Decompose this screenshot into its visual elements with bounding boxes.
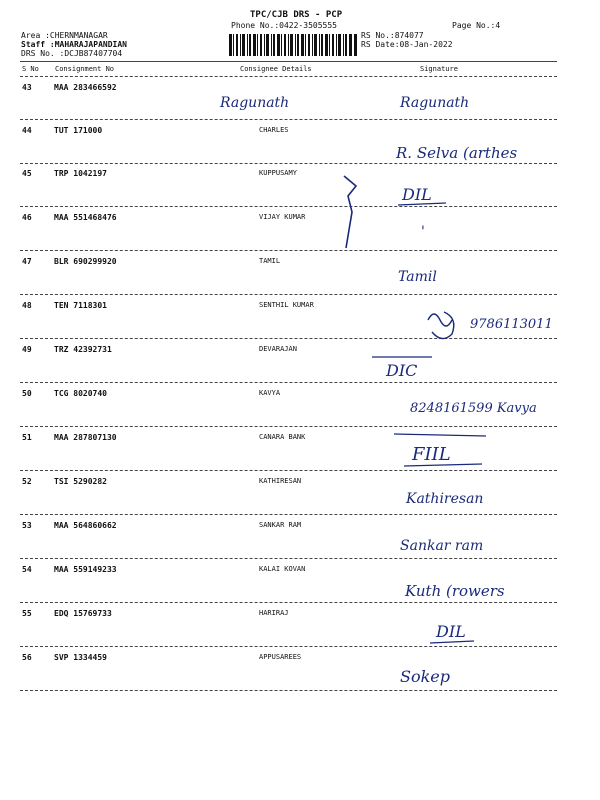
signature-47: Tamil [398, 269, 437, 285]
consignment-no: MAA 559149233 [54, 565, 117, 574]
underline-mark [430, 641, 474, 643]
consignment-no: TEN 7118301 [54, 301, 107, 310]
page-number: Page No.:4 [452, 21, 501, 30]
col-sno: S No [22, 65, 39, 73]
sno: 44 [22, 126, 32, 135]
signature-50: 8248161599 Kavya [410, 401, 537, 416]
consignment-no: TUT 171000 [54, 126, 103, 135]
sno: 52 [22, 477, 32, 486]
sno: 53 [22, 521, 32, 530]
signature-46: ' [421, 224, 425, 240]
consignee-name: KAVYA [259, 389, 281, 397]
signature-52: Kathiresan [406, 491, 484, 507]
consignee-name: HARIRAJ [259, 609, 289, 617]
overline-mark [394, 434, 486, 436]
consignee-name: VIJAY KUMAR [259, 213, 306, 221]
sno: 45 [22, 169, 32, 178]
consignee-name: SENTHIL KUMAR [259, 301, 314, 309]
area-label: Area :CHERNMANAGAR [21, 31, 108, 40]
signature-44: R. Selva (arthes [396, 144, 518, 162]
consignment-no: TCG 8020740 [54, 389, 107, 398]
consignee-name: CHARLES [259, 126, 289, 134]
document-title: TPC/CJB DRS - PCP [250, 10, 343, 20]
sno: 46 [22, 213, 32, 222]
consignee-name: DEVARAJAN [259, 345, 297, 353]
sno: 49 [22, 345, 32, 354]
consignment-no: MAA 283466592 [54, 83, 117, 92]
sno: 55 [22, 609, 32, 618]
consignment-no: SVP 1334459 [54, 653, 107, 662]
sno: 48 [22, 301, 32, 310]
consignee-name: SANKAR RAM [259, 521, 302, 529]
consignee-name: TAMIL [259, 257, 281, 265]
col-consignee: Consignee Details [240, 65, 312, 73]
signature-43: Ragunath [400, 95, 470, 111]
consignment-no: EDQ 15769733 [54, 609, 112, 618]
consignee-name: KUPPUSAMY [259, 169, 297, 177]
consignment-no: TRP 1042197 [54, 169, 107, 178]
rs-date: RS Date:08-Jan-2022 [361, 40, 453, 49]
col-signature: Signature [420, 65, 458, 73]
handwritten-name-43: Ragunath [220, 95, 290, 111]
signature-48: 9786113011 [470, 317, 553, 332]
sno: 54 [22, 565, 32, 574]
signature-scribble-48 [428, 312, 454, 339]
signature-49: DIC [386, 361, 418, 380]
sno: 51 [22, 433, 32, 442]
signature-55: DIL [436, 622, 466, 641]
signature-53: Sankar ram [400, 538, 484, 554]
phone-number: Phone No.:0422-3505555 [231, 21, 337, 30]
consignee-name: APPUSAREES [259, 653, 302, 661]
consignee-name: KALAI KOVAN [259, 565, 306, 573]
sno: 47 [22, 257, 32, 266]
consignee-name: KATHIRESAN [259, 477, 302, 485]
consignment-no: TRZ 42392731 [54, 345, 112, 354]
sno: 56 [22, 653, 32, 662]
signature-54: Kuth (rowers [405, 582, 505, 600]
rs-number: RS No.:874077 [361, 31, 424, 40]
sno: 50 [22, 389, 32, 398]
consignment-no: MAA 564860662 [54, 521, 117, 530]
scribble-mark [344, 176, 356, 248]
consignment-no: BLR 690299920 [54, 257, 117, 266]
signature-56: Sokep [400, 667, 450, 686]
consignee-name: CANARA BANK [259, 433, 306, 441]
consignment-no: MAA 551468476 [54, 213, 117, 222]
consignment-no: MAA 287807130 [54, 433, 117, 442]
signature-51: FIIL [412, 444, 451, 465]
signature-45: DIL [402, 185, 432, 204]
drs-number: DRS No. :DCJB87407704 [21, 49, 123, 58]
sno: 43 [22, 83, 32, 92]
staff-label: Staff :MAHARAJAPANDIAN [21, 40, 127, 49]
col-consignment: Consignment No [55, 65, 115, 73]
consignment-no: TSI 5290282 [54, 477, 107, 486]
